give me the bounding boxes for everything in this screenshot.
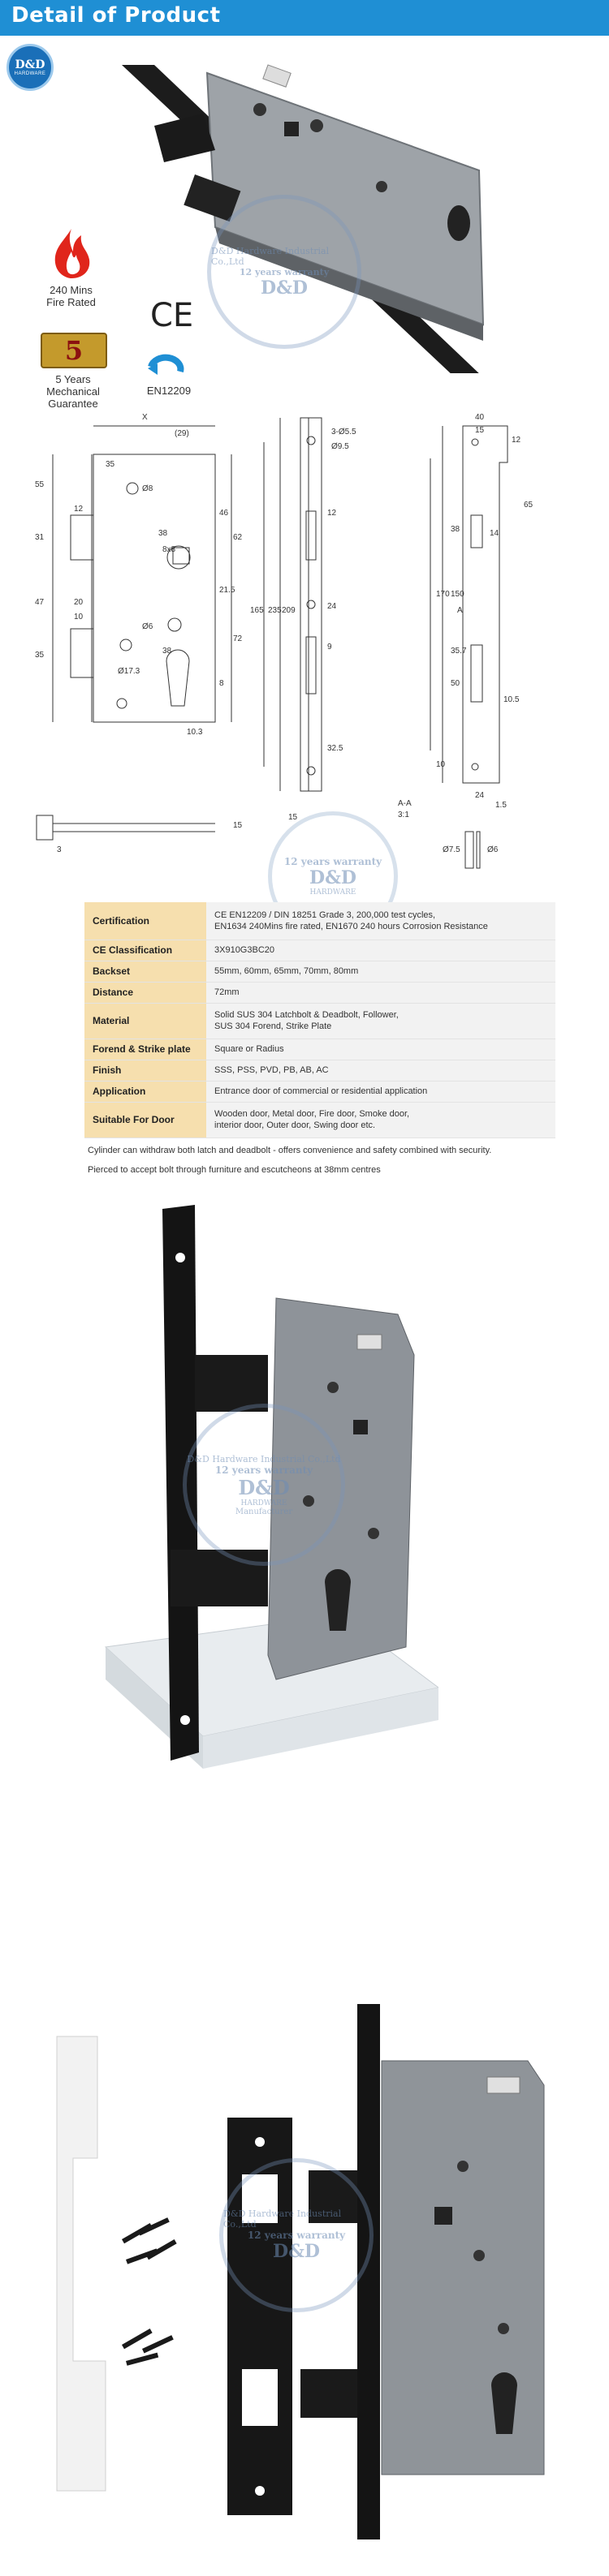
plastic-box-cover (57, 2036, 106, 2491)
dim-65: 65 (524, 501, 533, 510)
dim-150: 150 (451, 590, 464, 599)
stand-screw-hole (368, 1528, 379, 1539)
watermark-brand-3: D&D (238, 1475, 290, 1499)
fire-rated-line2: Fire Rated (46, 296, 96, 308)
spec-table (84, 902, 555, 1138)
guarantee-label (32, 373, 114, 410)
label-plate (263, 65, 291, 87)
drawing-deadbolt (71, 629, 93, 677)
dim-46: 46 (219, 509, 229, 518)
dim-12: 12 (74, 505, 84, 514)
dim-32-5: 32.5 (327, 744, 343, 753)
dim-29: (29) (175, 429, 189, 438)
spec-value: 3X910G3BC20 (206, 940, 555, 961)
kit-label-plate (487, 2077, 520, 2093)
drawing-forend-side (300, 418, 322, 791)
watermark-brand-4: D&D (272, 2241, 321, 2262)
kit-lock-case (382, 2061, 544, 2475)
spec-value: SSS, PSS, PVD, PB, AB, AC (206, 1060, 555, 1081)
watermark-warranty: 12 years warranty (239, 266, 330, 277)
technical-drawing (20, 410, 589, 872)
kit-screw-hole (473, 2250, 485, 2261)
kit-deadbolt (300, 2369, 357, 2418)
stand-spindle-hole (353, 1420, 368, 1434)
spec-row-application (84, 1081, 555, 1102)
section-aa-label: A-A (398, 799, 412, 808)
spindle-hole (284, 122, 299, 136)
dim-38: 38 (158, 529, 168, 538)
spec-key: Certification (84, 902, 206, 940)
ce-mark: CE (150, 297, 194, 334)
brand-logo-sub: HARDWARE (14, 71, 46, 76)
dim-7-5: Ø7.5 (443, 845, 460, 854)
guarantee-line1: 5 Years (55, 373, 91, 385)
dim-12c: 12 (512, 436, 521, 445)
section-a-label: A (457, 606, 463, 615)
spec-row-backset (84, 961, 555, 982)
en-label: EN12209 (146, 385, 192, 397)
watermark-warranty-3: 12 years warranty (214, 1464, 313, 1476)
watermark-warranty-4: 12 years warranty (247, 2230, 346, 2241)
forend-hole (175, 1253, 185, 1262)
dim-62: 62 (233, 533, 243, 542)
dim-31: 31 (35, 533, 45, 542)
fire-icon (47, 227, 96, 280)
dim-8x8: 8x8 (162, 545, 176, 554)
spec-value: Wooden door, Metal door, Fire door, Smoke door, interior door, Outer door, Swing door etc. (206, 1102, 555, 1137)
dim-9: 9 (327, 643, 332, 652)
spec-note-2: Pierced to accept bolt through furniture and escutcheons at 38mm centres (88, 1165, 381, 1175)
page-title: Detail of Product (11, 3, 221, 28)
strike-hole (255, 2486, 265, 2496)
spec-row-finish (84, 1060, 555, 1081)
dim-72: 72 (233, 634, 243, 643)
dim-9-5dia: Ø9.5 (331, 442, 349, 451)
spec-row-certification (84, 902, 555, 940)
dim-10b: 10 (436, 760, 446, 769)
dim-35: 35 (106, 460, 115, 469)
dim-10-5: 10.5 (503, 695, 520, 704)
dim-x: X (142, 413, 148, 422)
dim-15b: 15 (475, 426, 485, 435)
dim-40: 40 (475, 413, 485, 422)
spec-value: 72mm (206, 982, 555, 1003)
watermark-seal (207, 195, 361, 349)
watermark-ring-text-4: D&D Hardware Industrial Co.,Ltd (223, 2208, 342, 2230)
dim-17-3: Ø17.3 (118, 667, 140, 676)
en-certification-icon (146, 350, 187, 383)
watermark-ring-text: D&D Hardware Industrial Co.,Ltd (211, 245, 330, 267)
spec-key: Finish (84, 1060, 206, 1081)
watermark-sub-3: HARDWARE (240, 1499, 287, 1507)
spec-row-forend (84, 1039, 555, 1060)
spec-row-distance (84, 982, 555, 1003)
brand-logo (6, 44, 54, 91)
spec-row-suitable-door (84, 1102, 555, 1137)
spec-value: 55mm, 60mm, 65mm, 70mm, 80mm (206, 961, 555, 982)
dim-1-5: 1.5 (495, 801, 507, 810)
spec-value: CE EN12209 / DIN 18251 Grade 3, 200,000 test cycles, EN1634 240Mins fire rated, EN1670 240 hours Corrosion Resistance (206, 902, 555, 940)
guarantee-line2: Mechanical (46, 385, 100, 398)
screw-hole (376, 181, 387, 192)
stand-screw-hole (327, 1382, 339, 1393)
dim-15c: 15 (233, 821, 243, 830)
brand-logo-text: D&D (15, 58, 45, 71)
watermark-brand-2: D&D (309, 867, 357, 888)
dim-50: 50 (451, 679, 460, 688)
watermark-ring-text-3: D&D Hardware Industrial Co.,Ltd (187, 1453, 341, 1464)
watermark-sub-2: HARDWARE (309, 888, 356, 897)
guarantee-line3: Guarantee (48, 398, 98, 410)
dim-47: 47 (35, 598, 45, 607)
dim-6dia: Ø6 (142, 622, 153, 631)
cylinder-hole (447, 205, 470, 241)
dim-10: 10 (74, 613, 84, 621)
spec-key: Backset (84, 961, 206, 982)
dim-35b: 35 (35, 651, 45, 660)
spec-key: Forend & Strike plate (84, 1039, 206, 1060)
dim-24b: 24 (475, 791, 485, 800)
dim-12b: 12 (327, 509, 337, 518)
spec-key: CE Classification (84, 940, 206, 961)
spec-key: Application (84, 1081, 206, 1102)
drawing-case-outline (93, 454, 215, 722)
spec-value: Square or Radius (206, 1039, 555, 1060)
dim-10-3: 10.3 (187, 728, 203, 737)
dim-35-7: 35.7 (451, 647, 467, 656)
kit-spindle-hole (434, 2207, 452, 2225)
drawing-strike-plate (463, 426, 508, 783)
years-warranty-icon (41, 333, 107, 368)
drawing-latch (71, 515, 93, 560)
watermark-warranty-2: 12 years warranty (283, 856, 382, 867)
spec-key: Suitable For Door (84, 1102, 206, 1137)
dim-3-5-5dia: 3-Ø5.5 (331, 428, 356, 437)
dim-55: 55 (35, 480, 45, 489)
watermark-seal-3 (183, 1404, 345, 1566)
kit-screw-hole (498, 2323, 509, 2334)
spec-value: Entrance door of commercial or residential application (206, 1081, 555, 1102)
spec-note-1: Cylinder can withdraw both latch and deadbolt - offers convenience and safety combined with security. (88, 1146, 492, 1155)
strike-bolt-opening (242, 2369, 278, 2426)
spec-key: Distance (84, 982, 206, 1003)
spec-key: Material (84, 1003, 206, 1039)
watermark-brand: D&D (260, 277, 309, 299)
dim-38b: 38 (162, 647, 172, 656)
fire-rated-line1: 240 Mins (50, 284, 93, 296)
dim-8dia: Ø8 (142, 484, 153, 493)
screws-set (122, 2217, 177, 2366)
spec-row-material (84, 1003, 555, 1039)
dim-170: 170 (436, 590, 450, 599)
years-badge-number: 5 (64, 335, 84, 366)
strike-hole (255, 2137, 265, 2147)
dim-165: 165 (250, 606, 264, 615)
dim-6: Ø6 (487, 845, 499, 854)
dim-38c: 38 (451, 525, 460, 534)
dim-21-5: 21.5 (219, 586, 235, 595)
spec-value: Solid SUS 304 Latchbolt & Deadbolt, Follower, SUS 304 Forend, Strike Plate (206, 1003, 555, 1039)
screw-hole (310, 119, 323, 132)
dim-3: 3 (57, 845, 62, 854)
watermark-seal-4 (219, 2158, 374, 2312)
forend-hole (180, 1715, 190, 1725)
kit-screw-hole (457, 2161, 469, 2172)
dim-235: 235 (268, 606, 282, 615)
dim-20: 20 (74, 598, 84, 607)
stand-label-plate (357, 1335, 382, 1349)
section-scale: 3:1 (398, 811, 409, 819)
screw-hole (253, 103, 266, 116)
spec-row-ce-classification (84, 940, 555, 961)
dim-209: 209 (282, 606, 296, 615)
fire-rated-label (24, 284, 118, 308)
dim-8: 8 (219, 679, 224, 688)
dim-14: 14 (490, 529, 499, 538)
dim-15: 15 (288, 813, 298, 822)
watermark-maker-3: Manufacturer (235, 1507, 293, 1516)
dim-24: 24 (327, 602, 337, 611)
